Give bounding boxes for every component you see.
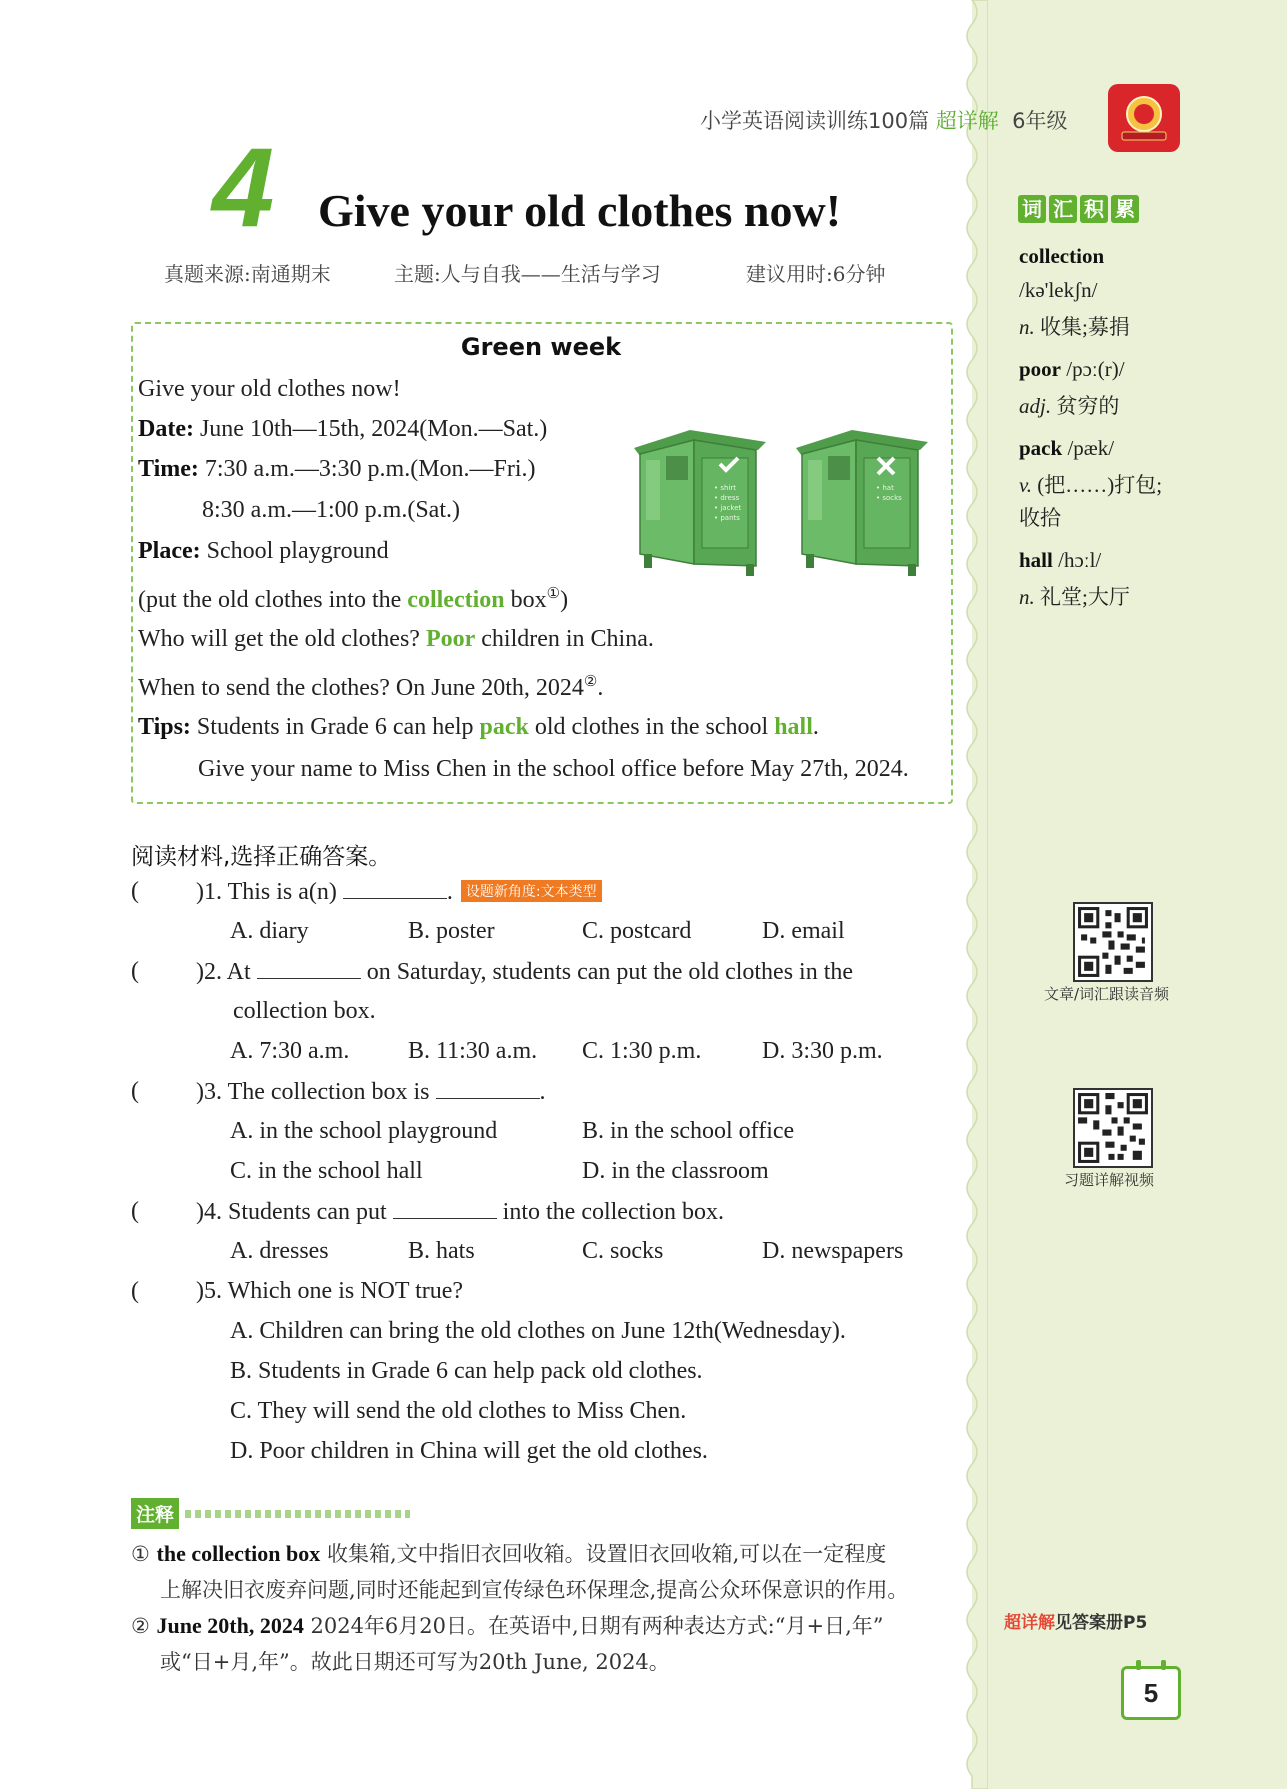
q4-option-d[interactable]: D. newspapers: [762, 1238, 904, 1264]
vocab-meaning-poor: [1019, 390, 1119, 420]
note-2-term: June 20th, 2024: [156, 1613, 304, 1638]
notes-heading: 注释: [131, 1498, 179, 1529]
book-header: [700, 105, 1068, 135]
q1-option-c[interactable]: C. postcard: [582, 918, 692, 944]
q4-paren-close: ): [196, 1199, 204, 1225]
vocab-meaning: 礼堂;大厅: [1034, 585, 1130, 609]
note-2-text: 2024年6月20日。在英语中,日期有两种表达方式:“月+日,年”: [303, 1614, 884, 1638]
vocab-word: pack: [1019, 436, 1063, 460]
book-grade: 6年级: [1012, 109, 1068, 133]
lesson-title: Give your old clothes now!: [318, 185, 842, 236]
q1-blank[interactable]: [343, 878, 447, 899]
video-qr-caption: 习题详解视频: [1064, 1171, 1155, 1189]
tips-text: Students in Grade 6 can help: [190, 714, 480, 740]
poster-title: Green week: [460, 333, 622, 361]
q2-option-b[interactable]: B. 11:30 a.m.: [408, 1038, 538, 1064]
time-value: 7:30 a.m.—3:30 p.m.(Mon.—Fri.): [198, 456, 536, 482]
q5-text: 5. Which one is NOT true?: [204, 1278, 464, 1304]
q2-blank[interactable]: [257, 958, 361, 979]
note-2: [131, 1610, 884, 1640]
poster-time: [138, 456, 536, 483]
q4-stem: [196, 1198, 724, 1226]
notes-divider: [185, 1510, 410, 1518]
note-1-text: 收集箱,文中指旧衣回收箱。设置旧衣回收箱,可以在一定程度: [320, 1542, 887, 1566]
poster-date: [138, 416, 547, 443]
bin-item-label: • pants: [714, 514, 740, 522]
q5-paren-open: (: [131, 1278, 139, 1304]
q5-paren-close: ): [196, 1278, 204, 1304]
q1-text: 1. This is a(n): [204, 879, 343, 905]
note-2-cont: 或“日+月,年”。故此日期还可写为20th June, 2024。: [160, 1650, 670, 1674]
q5-option-d[interactable]: D. Poor children in China will get the old clothes.: [230, 1438, 708, 1464]
q4-option-a[interactable]: A. dresses: [230, 1238, 329, 1264]
q5-stem: [196, 1278, 463, 1305]
answer-reference: [1004, 1608, 1147, 1633]
poster-put: [138, 584, 568, 614]
poster-tips-2: Give your name to Miss Chen in the school office before May 27th, 2024.: [198, 756, 909, 782]
q4-option-c[interactable]: C. socks: [582, 1238, 664, 1264]
question-tag: 设题新角度:文本类型: [461, 880, 602, 902]
notes-header: [131, 1498, 410, 1529]
note-2-num: ②: [131, 1614, 150, 1638]
vocab-meaning-pack-2: 收拾: [1019, 506, 1061, 530]
vocab-word: poor: [1019, 357, 1061, 381]
vocab-heading-char: 汇: [1049, 195, 1077, 223]
vocab-pos: v.: [1019, 473, 1033, 497]
q2-paren-open: (: [131, 958, 139, 984]
wavy-border: [958, 0, 988, 1789]
q3-paren-close: ): [196, 1079, 204, 1105]
vocab-meaning-pack: [1019, 469, 1162, 499]
question-instruction: 阅读材料,选择正确答案。: [131, 844, 392, 870]
footnote-1-ref: ①: [546, 586, 561, 602]
vocab-meaning: 贫穷的: [1051, 394, 1120, 418]
q2-continuation: collection box.: [233, 998, 376, 1024]
q1-option-b[interactable]: B. poster: [408, 918, 495, 944]
put-text: (put the old clothes into the: [138, 587, 408, 613]
q2-post: on Saturday, students can put the old clothes in the: [360, 959, 854, 985]
date-value: June 10th—15th, 2024(Mon.—Sat.): [193, 416, 548, 442]
q4-text: 4. Students can put: [204, 1199, 393, 1225]
vocab-pos: adj.: [1019, 394, 1052, 418]
collection-bin-no: [792, 424, 928, 576]
place-label: Place:: [138, 538, 201, 564]
vocab-phonetic: /pɔː(r)/: [1061, 357, 1125, 381]
q3-option-b[interactable]: B. in the school office: [582, 1118, 795, 1144]
book-highlight: 超详解: [935, 109, 999, 133]
q2-paren-close: ): [196, 959, 204, 985]
q4-paren-open: (: [131, 1198, 139, 1224]
q1-paren-close: ): [196, 879, 204, 905]
poster-tips: [138, 714, 819, 741]
q1-option-d[interactable]: D. email: [762, 918, 845, 944]
vocab-pos: n.: [1019, 585, 1035, 609]
q3-paren-open: (: [131, 1078, 139, 1104]
who-text-2: children in China.: [475, 626, 654, 652]
time-label-bold: Time:: [138, 456, 199, 482]
source-label: 真题来源:南通期末: [164, 262, 331, 286]
poster-when: [138, 672, 603, 702]
kw-collection: collection: [407, 587, 505, 613]
q4-post: into the collection box.: [496, 1199, 724, 1225]
q3-text: 3. The collection box is: [204, 1079, 436, 1105]
poster-intro: Give your old clothes now!: [138, 376, 401, 402]
when-end: .: [597, 675, 604, 701]
date-label: Date:: [138, 416, 194, 442]
q3-option-d[interactable]: D. in the classroom: [582, 1158, 769, 1184]
q1-stem: [196, 878, 602, 906]
q2-option-c[interactable]: C. 1:30 p.m.: [582, 1038, 702, 1064]
vocab-word: hall: [1019, 548, 1053, 572]
note-1: [131, 1538, 886, 1568]
vocab-phonetic: /pæk/: [1062, 436, 1115, 460]
bin-item-label: • hat: [876, 484, 894, 492]
bin-item-label: • dress: [714, 494, 740, 502]
q5-option-b[interactable]: B. Students in Grade 6 can help pack old clothes.: [230, 1358, 703, 1384]
vocab-meaning-collection: [1019, 311, 1130, 341]
q3-option-a[interactable]: A. in the school playground: [230, 1118, 498, 1144]
q3-stem: [196, 1078, 546, 1106]
poster-place: [138, 538, 389, 565]
logo-emblem-icon: [1108, 84, 1180, 152]
vocab-meaning: (把……)打包;: [1032, 473, 1163, 497]
poster-who: [138, 626, 654, 653]
lesson-number: 4: [212, 125, 275, 250]
q3-option-c[interactable]: C. in the school hall: [230, 1158, 423, 1184]
audio-qr-caption: 文章/词汇跟读音频: [1044, 985, 1170, 1003]
footnote-2-ref: ②: [583, 674, 598, 690]
q2-text: 2. At: [204, 959, 257, 985]
q5-option-a[interactable]: A. Children can bring the old clothes on June 12th(Wednesday).: [230, 1318, 846, 1344]
q5-option-c[interactable]: C. They will send the old clothes to Miss Chen.: [230, 1398, 687, 1424]
audio-qr-code[interactable]: [1073, 902, 1153, 982]
answer-highlight: 超详解: [1004, 1613, 1055, 1633]
tips-label: Tips:: [138, 714, 191, 740]
place-value: School playground: [200, 538, 389, 564]
vocab-heading-char: 累: [1111, 195, 1139, 223]
vocab-word-hall: [1019, 548, 1101, 573]
page-number: 5: [1121, 1666, 1181, 1720]
q2-option-d[interactable]: D. 3:30 p.m.: [762, 1038, 883, 1064]
q3-post: .: [539, 1079, 546, 1105]
collection-bin-yes: [630, 424, 766, 576]
book-title: 小学英语阅读训练100篇: [700, 109, 930, 133]
vocab-meaning: 收集;募捐: [1034, 315, 1130, 339]
vocab-heading: [1018, 195, 1139, 223]
q1-paren-open: (: [131, 878, 139, 904]
vocab-word-collection: [1019, 244, 1104, 269]
q2-stem: [196, 958, 853, 986]
vocab-heading-char: 词: [1018, 195, 1046, 223]
theme-label: 主题:人与自我——生活与学习: [394, 262, 661, 286]
q4-blank[interactable]: [393, 1198, 497, 1219]
video-qr-code[interactable]: [1073, 1088, 1153, 1168]
vocab-word-pack: [1019, 436, 1114, 461]
vocab-phonetic: /hɔːl/: [1052, 548, 1102, 572]
q2-option-a[interactable]: A. 7:30 a.m.: [230, 1038, 350, 1064]
q1-option-a[interactable]: A. diary: [230, 918, 309, 944]
bin-item-label: • jacket: [714, 504, 742, 512]
kw-poor: Poor: [425, 626, 476, 652]
q1-post: .: [446, 879, 453, 905]
answer-text: 见答案册P5: [1055, 1613, 1148, 1633]
put-text-2: box: [504, 587, 547, 613]
note-1-cont: 上解决旧衣废弃问题,同时还能起到宣传绿色环保理念,提高公众环保意识的作用。: [160, 1578, 909, 1602]
publisher-logo: [1108, 84, 1180, 152]
vocab-meaning-hall: [1019, 581, 1130, 611]
when-text: When to send the clothes? On June 20th, 2024: [138, 675, 584, 701]
note-1-term: the collection box: [156, 1541, 321, 1566]
q4-option-b[interactable]: B. hats: [408, 1238, 475, 1264]
vocab-heading-char: 积: [1080, 195, 1108, 223]
vocab-pos: n.: [1019, 315, 1035, 339]
tips-text-2: old clothes in the school: [528, 714, 775, 740]
bin-item-label: • socks: [876, 494, 902, 502]
kw-pack: pack: [479, 714, 529, 740]
vocab-word: collection: [1019, 244, 1105, 268]
time-label: 建议用时:6分钟: [746, 262, 886, 286]
tips-end: .: [812, 714, 819, 740]
note-1-num: ①: [131, 1542, 150, 1566]
bin-item-label: • shirt: [714, 484, 737, 492]
poster-time-sat: 8:30 a.m.—1:00 p.m.(Sat.): [202, 497, 460, 523]
kw-hall: hall: [774, 714, 813, 740]
vocab-phonetic-collection: /kə'lekʃn/: [1019, 278, 1098, 302]
vocab-word-poor: [1019, 357, 1125, 382]
q3-blank[interactable]: [436, 1078, 540, 1099]
who-text: Who will get the old clothes?: [138, 626, 426, 652]
put-end: ): [560, 587, 569, 613]
